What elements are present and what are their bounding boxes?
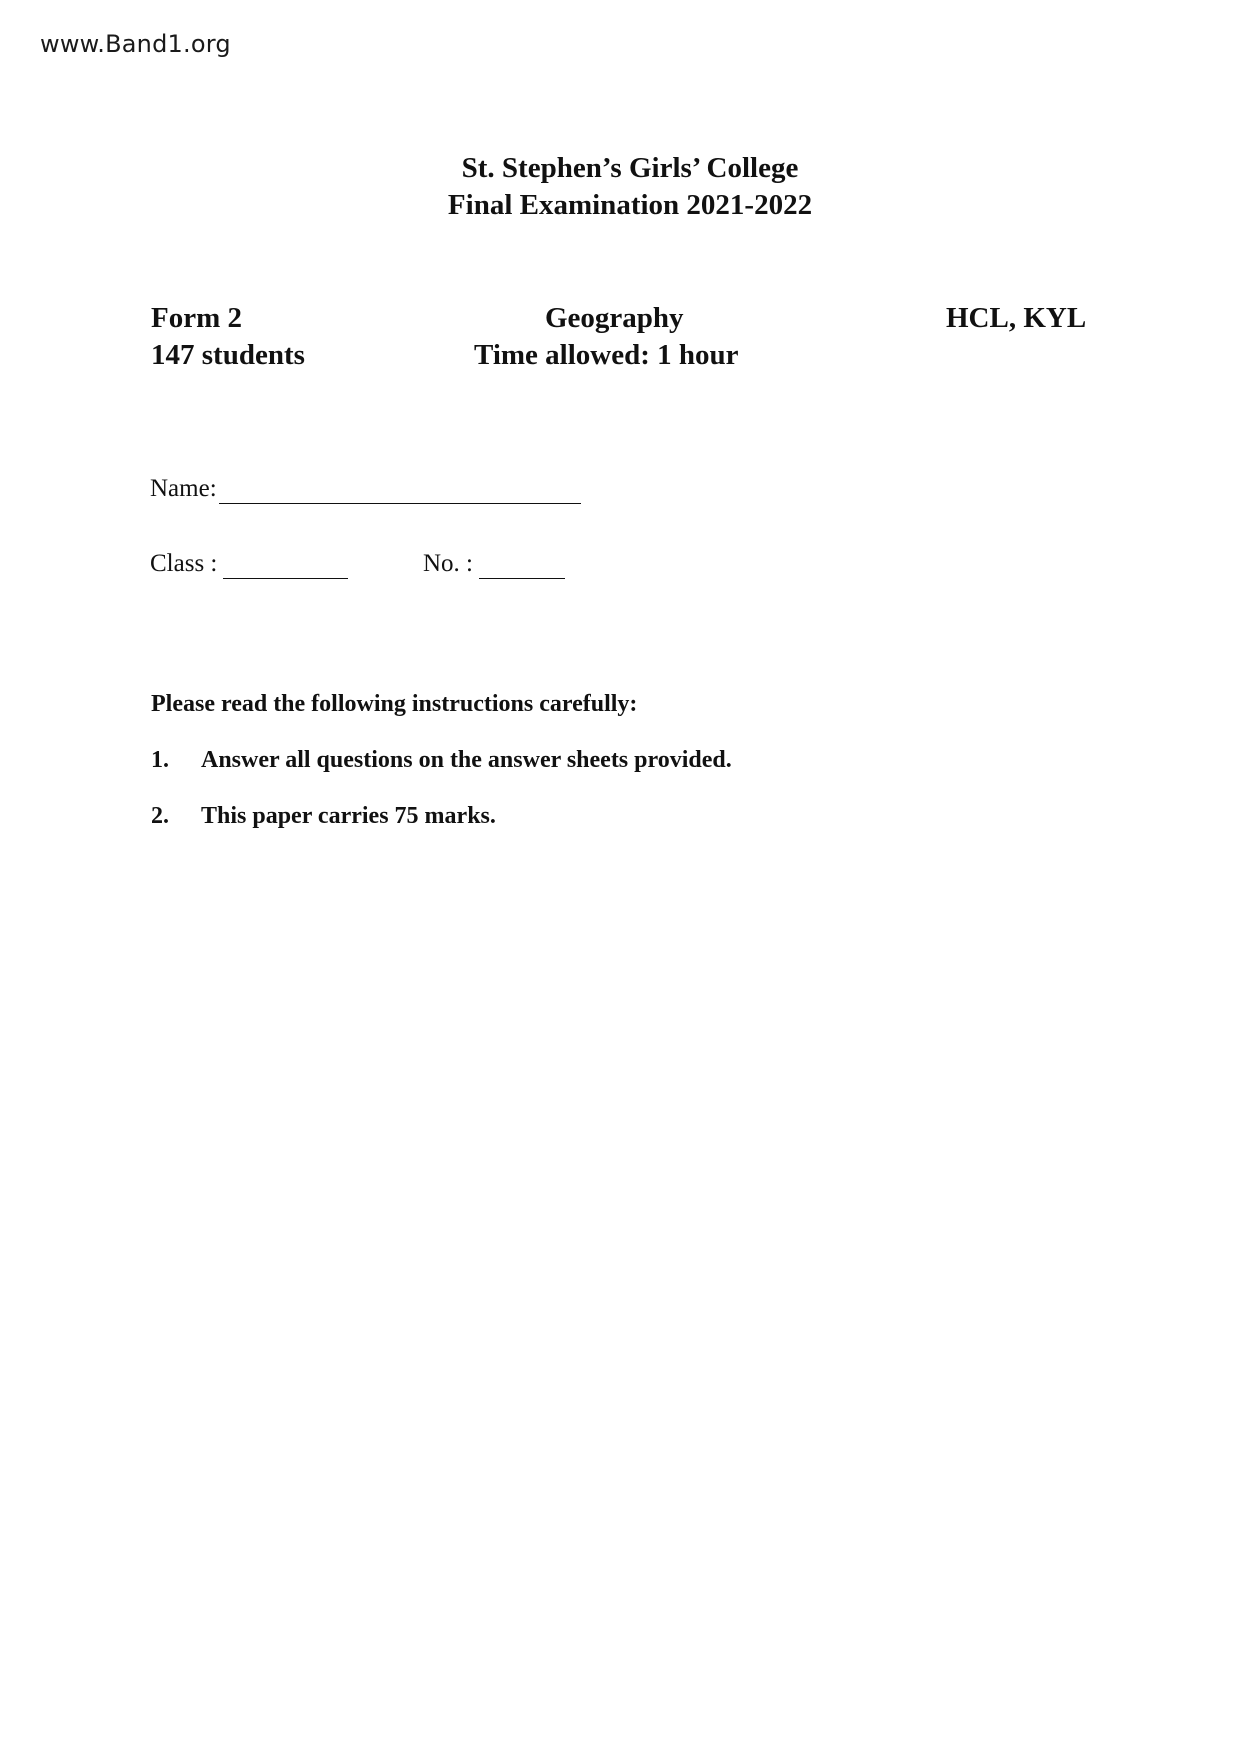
watermark-text: www.Band1.org [40, 30, 231, 58]
name-label: Name: [150, 475, 217, 502]
number-field [423, 549, 565, 579]
subject-title: Geography [545, 302, 684, 334]
class-blank-line[interactable] [223, 554, 348, 579]
number-blank-line[interactable] [479, 554, 565, 579]
class-label: Class : [150, 550, 218, 577]
time-allowed: Time allowed: 1 hour [474, 339, 739, 371]
exam-title: Final Examination 2021-2022 [447, 189, 813, 221]
student-count: 147 students [151, 339, 305, 371]
name-field [150, 474, 581, 504]
instruction-text: Answer all questions on the answer sheets provided. [201, 747, 732, 773]
paper-setters: HCL, KYL [946, 302, 1087, 334]
instructions-heading: Please read the following instructions carefully: [151, 691, 638, 717]
instruction-number: 2. [151, 803, 169, 829]
instruction-item [151, 745, 732, 775]
name-blank-line[interactable] [219, 479, 581, 504]
class-field [150, 549, 348, 579]
instruction-text: This paper carries 75 marks. [201, 803, 496, 829]
school-name: St. Stephen’s Girls’ College [461, 152, 799, 184]
number-label: No. : [423, 550, 473, 577]
instruction-number: 1. [151, 747, 169, 773]
form-level: Form 2 [151, 302, 242, 334]
instruction-item [151, 801, 496, 831]
